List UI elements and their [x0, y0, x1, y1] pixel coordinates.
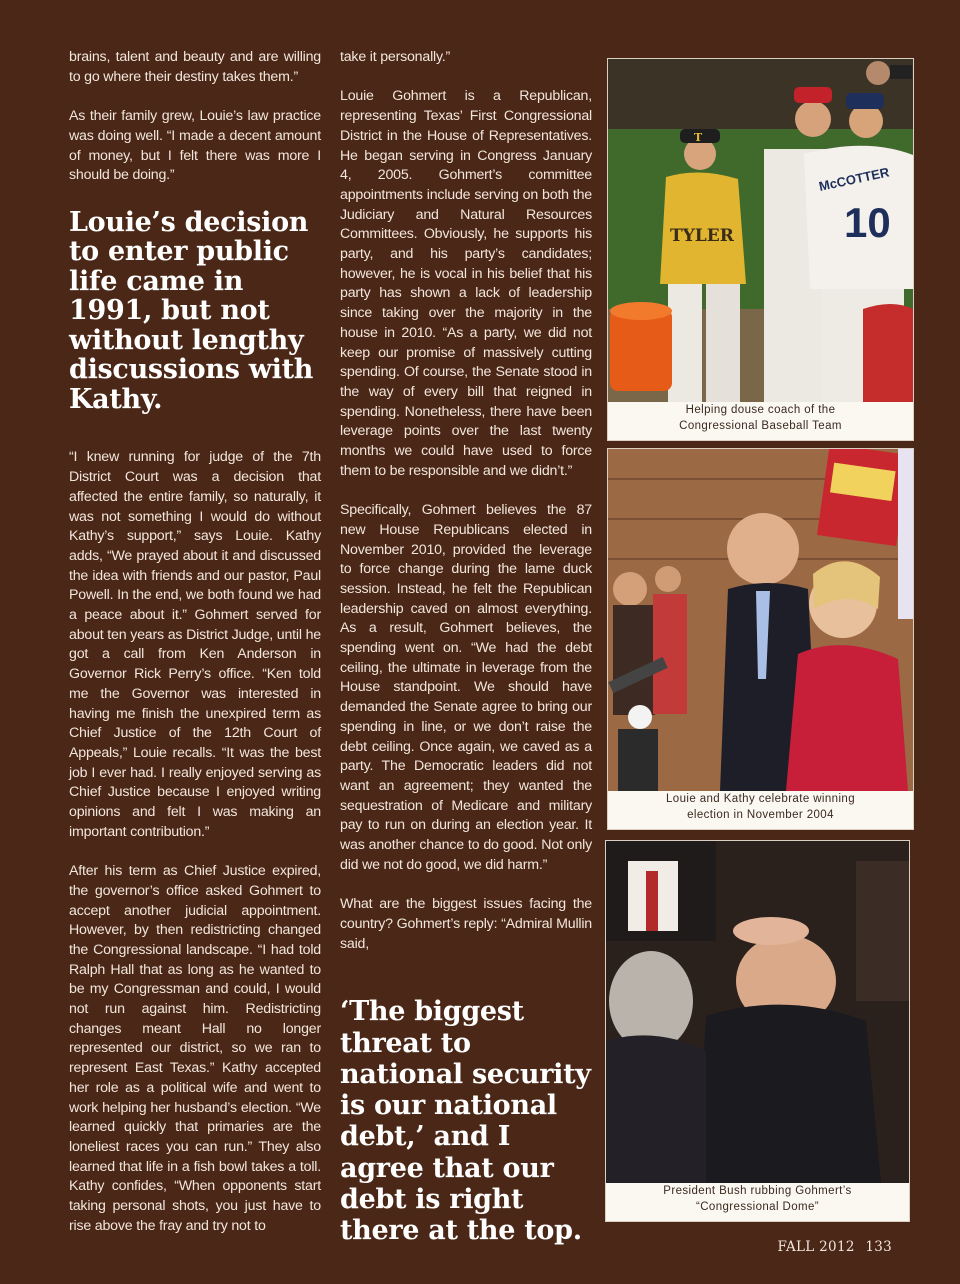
page-footer	[778, 1239, 893, 1255]
cap-letter: T	[694, 131, 703, 144]
paragraph: brains, talent and beauty and are willing to go where their destiny takes them.”	[69, 49, 321, 85]
issue-season: FALL 2012	[777, 1239, 855, 1255]
article-column-1	[69, 48, 321, 1256]
photo-caption	[606, 1181, 909, 1221]
photo-card-celebration	[607, 448, 914, 830]
paragraph: Specifically, Gohmert believes the 87 new House Republicans elected in November 2010, provided the leverage to force change during the lame duck session. Instead, he felt the Republican leadership caved on almost everything. As a result, Gohmert believes, the spending went on. “We had the debt ceiling, the ultimate in leverage from the House standpoint. We should have demanded the Senate agree to bring our spending in line, or we don’t raise the debt ceiling. Once again, we caved as a party. The Democratic leaders did not want an agreement; they wanted the sequestration of Medicare and military pay to run on during an election year. It was another chance to do good. Not only did we not do good, we did harm.”	[340, 502, 592, 873]
photo-card-baseball	[607, 58, 914, 441]
caption-line: “Congressional Dome”	[695, 1201, 820, 1213]
photo-card-bush	[605, 840, 910, 1222]
paragraph: As their family grew, Louie’s law practice was doing well. “I made a decent amount of money, but I felt there was more I should be doing.”	[69, 108, 321, 184]
paragraph: Louie Gohmert is a Republican, representing Texas’ First Congressional District in the House of Representatives. He began serving in Congress January 4, 2005. Gohmert’s committee appointments include serving on both the Judiciary and Natural Resources Committees. Obviously, he supports his party, and his party’s candidates; however, he is vocal in his belief that his party has shown a lack of leadership since taking over the majority in the house in 2010. “As a party, we did not keep our promise of massively cutting spending. Of course, the Senate stood in the way of every bill that reigned in spending. Nonetheless, there have been leverage points over the last twenty months we could have used to force them to be responsible and we didn’t.”	[340, 88, 592, 479]
paragraph: “I knew running for judge of the 7th District Court was a decision that affected the entire family, so naturally, it was not something I would do without Kathy’s support,” says Louie. Kathy adds, “We prayed about it and discussed the idea with friends and our pastor, Paul Powell. In the end, we both found we had a peace about it.” Gohmert served for about ten years as District Judge, until he got a call from Ken Anderson in Governor Rick Perry’s office. “Ken told me the Governor was interested in having me finish the unexpired term as Chief Justice of the 12th Court of Appeals,” Louie recalls. “It was the best job I ever had. I really enjoyed serving as Chief Justice because I enjoyed writing opinions and felt I was making an important contribution.”	[69, 449, 321, 840]
jersey-name: McCOTTER	[817, 164, 891, 194]
baseball-photo	[608, 59, 913, 402]
caption-line: Louie and Kathy celebrate winning	[665, 793, 856, 805]
paragraph: After his term as Chief Justice expired, the governor’s office asked Gohmert to accept another judicial appointment. However, by then redistricting changed the Congressional landscape. “I had told Ralph Hall that as long as he wanted to be my Congressman and could, I would not run against him. Redistricting changes meant Hall no longer represented our district, so we ran to represent East Texas.” Kathy accepted her role as a political wife and went to work helping her husband’s election. “We learned quickly that primaries are the loneliest races you can run.” They also learned that life in a fish bowl takes a toll. Kathy confides, “When opponents start taking personal shots, you just have to rise above the fray and try not to	[69, 863, 321, 1234]
bush-photo	[606, 841, 909, 1183]
pull-quote: ‘The biggest threat to national security is our national debt,’ and I agree that our debt is right there at the top.	[340, 996, 591, 1247]
paragraph: What are the biggest issues facing the country? Gohmert’s reply: “Admiral Mullin said,	[340, 896, 592, 952]
caption-line: Congressional Baseball Team	[679, 420, 842, 432]
jersey-number: 10	[844, 199, 891, 246]
article-column-2	[340, 48, 592, 1247]
photo-caption	[608, 789, 913, 829]
shirt-text: TYLER	[670, 226, 734, 246]
photo-caption	[608, 400, 913, 440]
paragraph: take it personally.”	[340, 49, 451, 65]
pull-heading: Louie’s decision to enter public life came in 1991, but not without lengthy discussions with Kathy.	[69, 206, 314, 415]
bush-scene	[606, 841, 909, 1183]
celebration-photo	[608, 449, 913, 791]
caption-line: Helping douse coach of the	[685, 404, 836, 416]
baseball-scene	[608, 59, 913, 402]
celebration-scene	[608, 449, 913, 791]
caption-line: President Bush rubbing Gohmert’s	[663, 1185, 852, 1197]
caption-line: election in November 2004	[687, 809, 834, 821]
page-number: 133	[865, 1239, 892, 1255]
